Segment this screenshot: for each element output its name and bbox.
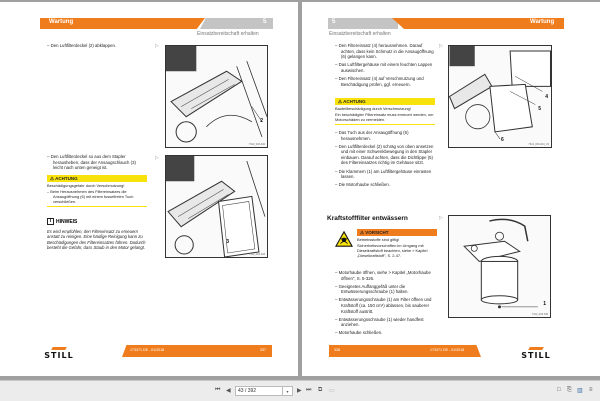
figure-callout: 6 (501, 137, 504, 143)
figure-pointer-icon: ▷ (439, 215, 443, 221)
caution-body: Sicherheitsvorschriften im Umgang mit Dieselkraftstoff beachten, siehe » Kapitel „Dieselkraftstoff", S. 2-47. (357, 243, 428, 258)
prev-page-button[interactable]: ◀ (226, 388, 231, 394)
page-number: 338 (334, 348, 340, 352)
figure-air-filter-cover (165, 45, 268, 148)
page-number-input[interactable] (235, 386, 283, 396)
step-item: – Das Luftfiltergehäuse mit einem feuchten Lappen auswischen. (335, 62, 433, 73)
chapter-number: 5 (263, 19, 267, 25)
step-list (335, 43, 435, 90)
first-page-button[interactable]: ⏮ (215, 387, 221, 393)
figure-pointer-icon: ▷ (155, 43, 159, 49)
still-logo: STILL (515, 347, 557, 361)
section-heading: Kraftstofffilter entwässern (327, 215, 408, 222)
warning-headline: Bauteilbeschädigung durch Verschmutzung! (335, 106, 411, 111)
figure-callout: 2 (260, 118, 263, 124)
step-list (335, 130, 435, 190)
header-title: Wartung (49, 19, 74, 25)
step-list (47, 43, 147, 51)
warning-headline: Beschädigungsgefahr durch Verschmutzung! (47, 183, 125, 188)
step-item: – Entwässerungsschraube (1) wieder handfest anziehen. (335, 316, 424, 328)
caution-headline: Betriebsstoffe sind giftig! (357, 237, 400, 242)
page-right (302, 2, 600, 376)
caution-header: ⚠ VORSICHT (357, 229, 437, 236)
section-subtitle: Einsatzbereitschaft erhalten (329, 31, 391, 37)
step-item: – Die Klammern (1) am Luftfiltergehäuse einrasten lassen. (335, 168, 432, 180)
engine-illustration-icon (166, 46, 267, 147)
toxic-hazard-icon (335, 230, 353, 248)
warning-header: ⚠ ACHTUNG (47, 175, 147, 182)
figure-filter-insert (448, 45, 552, 148)
figure-code: 7312_003-045 (531, 313, 548, 316)
engine-illustration-icon (166, 156, 267, 257)
section-subtitle: Einsatzbereitschaft erhalten (197, 31, 259, 37)
still-logo: STILL (38, 347, 80, 361)
page-number: 337 (260, 348, 266, 352)
step-item: – Das Tuch aus der Ansaugöffnung (6) herausnehmen. (335, 130, 409, 141)
figure-callout: 3 (226, 239, 229, 245)
info-icon: i (47, 218, 54, 225)
page-dropdown-button[interactable]: ▾ (283, 386, 293, 396)
step-item: – Den Filtereinsatz (4) herausnehmen. Darauf achten, dass kein Schmutz in die Ansaugöffnung (6) gelangen kann. (335, 43, 434, 60)
bookmark-view-button[interactable]: ⎘ (567, 387, 572, 393)
figure-code: 7312_003-043 (248, 253, 265, 256)
fuel-filter-illustration-icon (449, 216, 550, 317)
copy-page-button[interactable]: ⧉ (318, 387, 323, 393)
scroll-view-button[interactable]: ≡ (589, 387, 593, 393)
figure-pointer-icon: ▷ (439, 43, 443, 49)
chapter-band (328, 18, 398, 29)
warning-box (335, 98, 435, 125)
step-item: – Motorhaube öffnen, siehe > Kapitel „Motorhaube öffnen", S. 5-326. (335, 270, 431, 281)
warning-body: Ein beschädigter Filtereinsatz muss erneuert werden, um Motorschäden zu vermeiden. (335, 112, 434, 122)
figure-filter-removal (165, 155, 268, 258)
double-page-view-button[interactable]: ▥ (577, 388, 583, 394)
viewer-toolbar (0, 380, 600, 401)
figure-fuel-filter (448, 215, 551, 318)
footer-doc-id: 173371 DE - 01/2018 (430, 348, 465, 352)
note-box (47, 218, 147, 251)
page-left (0, 2, 298, 376)
step-item: – Motorhaube schließen. (335, 330, 383, 336)
step-item: – Den Luftfilterdeckel (2) schräg von oben ansetzen und mit einer Schwenkbewegung in den Stapler einbauen. Darauf achten, dass die Dichtlippe (5) des Filtereinsatzes richtig im Gehäuse sitzt. (335, 143, 434, 166)
figure-code: 7312_003-042 (248, 143, 265, 146)
warning-header: ⚠ ACHTUNG (335, 98, 435, 105)
step-list (335, 270, 435, 338)
last-page-button[interactable]: ⏭ (306, 387, 312, 393)
next-page-button[interactable]: ▶ (297, 388, 302, 394)
step-item: – Den Luftfilterdeckel so aus dem Stapler herausheben, dass der Ansaugschlauch (3) leicht nach unten geneigt ist. (47, 154, 136, 171)
figure-pointer-icon: ▷ (155, 155, 159, 161)
single-page-view-button[interactable]: □ (557, 387, 561, 393)
header-title: Wartung (530, 19, 555, 25)
engine-illustration-icon (449, 46, 551, 147)
chapter-number: 5 (332, 19, 336, 25)
step-list (47, 154, 147, 173)
figure-code: 7312_003-044_V2 (528, 143, 549, 146)
warning-box (47, 175, 147, 207)
note-header: i HINWEIS (47, 218, 147, 225)
step-item: – Entwässerungsschraube (1) am Filter öffnen und Kraftstoff (ca. 150 cm³) ablassen, bis sauberer Kraftstoff austritt. (335, 297, 432, 314)
step-item: – Die Motorhaube schließen. (335, 182, 390, 188)
footer-doc-id: 173371 DE - 01/2018 (130, 348, 165, 352)
caution-box (357, 229, 437, 258)
note-body: Es wird empfohlen, den Filtereinsatz zu erneuern anstatt zu reinigen. Eine häufige Reinigung kann zu Beschädigungen des Filtereinsatzes führen. Dadurch besteht die Gefahr, dass Staub in den Motor gelangt. (47, 229, 146, 251)
figure-callout: 4 (545, 94, 548, 100)
warning-item: – Beim Herausnehmen des Filtereinsatzes die Ansaugöffnung (6) mit einem fusselfreien Tuch verschließen. (47, 189, 134, 204)
step-item: – Den Filtereinsatz (4) auf Verschmutzung und Beschädigung prüfen, ggf. erneuern. (335, 75, 424, 87)
copy-disabled-button[interactable]: ▭ (329, 388, 335, 394)
figure-callout: 5 (538, 106, 541, 112)
step-item: – Den Luftfilterdeckel (2) abklappen. (47, 43, 117, 48)
step-item: – Geeignetes Auffanggefäß unter die Entwässerungsschraube (1) halten. (335, 283, 409, 295)
figure-callout: 1 (543, 301, 546, 307)
